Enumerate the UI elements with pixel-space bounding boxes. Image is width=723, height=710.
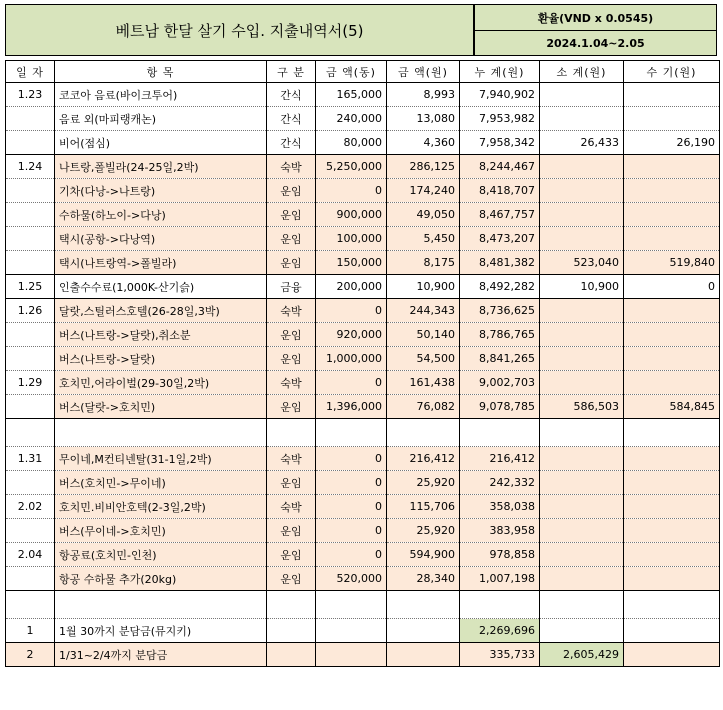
cell-date — [6, 419, 55, 447]
cell-date — [6, 395, 55, 419]
cell-date — [6, 323, 55, 347]
cell-expense: 0 — [624, 275, 720, 299]
cell-category: 운임 — [267, 227, 316, 251]
cell-expense — [624, 447, 720, 471]
exchange-rate: 환율(VND x 0.0545) — [537, 11, 654, 25]
summary-subtotal — [540, 619, 624, 643]
cell-expense — [624, 643, 720, 667]
cell-cumulative: 358,038 — [460, 495, 540, 519]
cell-expense — [624, 495, 720, 519]
cell-item: 호치민.비비안호텍(2-3일,2박) — [55, 495, 267, 519]
summary-label: 1월 30까지 분담금(뮤지키) — [55, 619, 267, 643]
cell-date: 2.02 — [6, 495, 55, 519]
summary-cumulative: 335,733 — [460, 643, 540, 667]
table-row — [6, 227, 720, 251]
cell-category: 숙박 — [267, 447, 316, 471]
cell-subtotal — [540, 447, 624, 471]
cell-category: 운임 — [267, 323, 316, 347]
cell-date — [6, 203, 55, 227]
cell-cumulative: 8,736,625 — [460, 299, 540, 323]
cell-amount-vnd: 520,000 — [316, 567, 387, 591]
cell-amount-krw: 76,082 — [387, 395, 460, 419]
cell-item: 항공 수하물 추가(20kg) — [55, 567, 267, 591]
cell-expense — [624, 203, 720, 227]
cell-cumulative: 9,078,785 — [460, 395, 540, 419]
cell-expense — [624, 419, 720, 447]
cell-category — [267, 619, 316, 643]
cell-cumulative: 8,473,207 — [460, 227, 540, 251]
cell-amount-krw: 115,706 — [387, 495, 460, 519]
cell-cumulative: 8,841,265 — [460, 347, 540, 371]
table-row — [6, 155, 720, 179]
cell-date: 1.26 — [6, 299, 55, 323]
summary-no: 2 — [6, 643, 55, 667]
cell-amount-vnd: 200,000 — [316, 275, 387, 299]
period: 2024.1.04~2.05 — [475, 30, 716, 56]
sheet-title — [5, 4, 474, 56]
cell-expense — [624, 543, 720, 567]
cell-date — [6, 519, 55, 543]
table-row — [6, 495, 720, 519]
cell-date — [6, 131, 55, 155]
table-row — [6, 83, 720, 107]
cell-expense: 584,845 — [624, 395, 720, 419]
cell-cumulative: 216,412 — [460, 447, 540, 471]
cell-amount-vnd: 5,250,000 — [316, 155, 387, 179]
table-row — [6, 543, 720, 567]
cell-category: 간식 — [267, 83, 316, 107]
cell-amount-krw: 5,450 — [387, 227, 460, 251]
cell-category — [267, 643, 316, 667]
cell-expense — [624, 519, 720, 543]
cell-cumulative: 7,958,342 — [460, 131, 540, 155]
cell-amount-vnd: 0 — [316, 519, 387, 543]
cell-expense — [624, 323, 720, 347]
cell-category — [267, 591, 316, 619]
cell-cumulative: 8,492,282 — [460, 275, 540, 299]
table-row — [6, 567, 720, 591]
cell-date — [6, 179, 55, 203]
col-item: 항 목 — [55, 61, 267, 83]
cell-item: 달랏,스틸러스호텔(26-28일,3박) — [55, 299, 267, 323]
cell-amount-krw: 13,080 — [387, 107, 460, 131]
table-row — [6, 447, 720, 471]
cell-item — [55, 419, 267, 447]
cell-subtotal — [540, 371, 624, 395]
cell-date — [6, 227, 55, 251]
col-amount-krw: 금 액(원) — [387, 61, 460, 83]
cell-category: 간식 — [267, 131, 316, 155]
cell-date: 2.04 — [6, 543, 55, 567]
cell-category: 운임 — [267, 567, 316, 591]
cell-date — [6, 251, 55, 275]
cell-date: 1.25 — [6, 275, 55, 299]
cell-item: 버스(달랏->호치민) — [55, 395, 267, 419]
cell-cumulative: 7,940,902 — [460, 83, 540, 107]
cell-amount-vnd: 900,000 — [316, 203, 387, 227]
cell-item: 호치민,어라이벌(29-30일,2박) — [55, 371, 267, 395]
table-row — [6, 299, 720, 323]
cell-item: 무이네,M컨티넨탈(31-1일,2박) — [55, 447, 267, 471]
col-expense: 수 기(원) — [624, 61, 720, 83]
cell-amount-krw: 25,920 — [387, 471, 460, 495]
cell-date: 1.24 — [6, 155, 55, 179]
table-row — [6, 107, 720, 131]
cell-date — [6, 347, 55, 371]
cell-subtotal — [540, 495, 624, 519]
cell-subtotal — [540, 107, 624, 131]
cell-amount-vnd: 0 — [316, 495, 387, 519]
cell-category: 운임 — [267, 251, 316, 275]
cell-amount-vnd: 100,000 — [316, 227, 387, 251]
table-row — [6, 179, 720, 203]
cell-category — [267, 419, 316, 447]
cell-item: 인출수수료(1,000K-산기슭) — [55, 275, 267, 299]
cell-category: 운임 — [267, 519, 316, 543]
cell-amount-krw — [387, 419, 460, 447]
cell-subtotal: 26,433 — [540, 131, 624, 155]
cell-subtotal: 10,900 — [540, 275, 624, 299]
cell-expense — [624, 347, 720, 371]
summary-row — [6, 643, 720, 667]
cell-amount-krw: 161,438 — [387, 371, 460, 395]
cell-amount-krw: 174,240 — [387, 179, 460, 203]
cell-expense — [624, 107, 720, 131]
cell-amount-vnd — [316, 619, 387, 643]
cell-category: 숙박 — [267, 371, 316, 395]
cell-expense — [624, 179, 720, 203]
cell-amount-krw: 216,412 — [387, 447, 460, 471]
table-row — [6, 471, 720, 495]
summary-subtotal: 2,605,429 — [540, 643, 624, 667]
summary-cumulative: 2,269,696 — [460, 619, 540, 643]
cell-amount-krw: 25,920 — [387, 519, 460, 543]
cell-amount-krw: 4,360 — [387, 131, 460, 155]
cell-cumulative — [460, 419, 540, 447]
cell-item: 기차(다낭->나트랑) — [55, 179, 267, 203]
cell-amount-krw: 50,140 — [387, 323, 460, 347]
table-row — [6, 131, 720, 155]
cell-amount-vnd: 150,000 — [316, 251, 387, 275]
sheet-title-text: 베트남 한달 살기 수입. 지출내역서(5) — [115, 21, 364, 40]
cell-category: 숙박 — [267, 299, 316, 323]
table-row — [6, 519, 720, 543]
cell-amount-vnd — [316, 643, 387, 667]
blank-row — [6, 419, 720, 447]
cell-amount-krw — [387, 643, 460, 667]
table-row — [6, 371, 720, 395]
cell-amount-vnd: 0 — [316, 371, 387, 395]
cell-item: 음료 외(마피랭캐논) — [55, 107, 267, 131]
cell-item: 버스(나트랑->달랏),취소분 — [55, 323, 267, 347]
cell-amount-krw: 8,175 — [387, 251, 460, 275]
cell-cumulative: 242,332 — [460, 471, 540, 495]
cell-amount-krw: 28,340 — [387, 567, 460, 591]
col-subtotal: 소 계(원) — [540, 61, 624, 83]
cell-expense — [624, 471, 720, 495]
cell-cumulative: 7,953,982 — [460, 107, 540, 131]
cell-amount-vnd: 1,396,000 — [316, 395, 387, 419]
cell-amount-krw: 8,993 — [387, 83, 460, 107]
summary-no: 1 — [6, 619, 55, 643]
cell-expense — [624, 619, 720, 643]
cell-item: 버스(호치민->무이네) — [55, 471, 267, 495]
cell-subtotal — [540, 419, 624, 447]
cell-amount-krw: 49,050 — [387, 203, 460, 227]
cell-amount-krw: 286,125 — [387, 155, 460, 179]
cell-amount-vnd: 0 — [316, 447, 387, 471]
cell-item: 버스(무이네->호치민) — [55, 519, 267, 543]
cell-amount-krw: 594,900 — [387, 543, 460, 567]
cell-item: 비어(점심) — [55, 131, 267, 155]
cell-category: 간식 — [267, 107, 316, 131]
table-row — [6, 251, 720, 275]
cell-expense — [624, 591, 720, 619]
cell-subtotal: 523,040 — [540, 251, 624, 275]
cell-amount-vnd: 920,000 — [316, 323, 387, 347]
summary-row — [6, 619, 720, 643]
cell-item: 택시(나트랑역->폴빌라) — [55, 251, 267, 275]
cell-cumulative: 8,786,765 — [460, 323, 540, 347]
cell-date — [6, 567, 55, 591]
cell-cumulative: 9,002,703 — [460, 371, 540, 395]
table-row — [6, 395, 720, 419]
cell-expense: 26,190 — [624, 131, 720, 155]
table-row — [6, 323, 720, 347]
cell-subtotal — [540, 543, 624, 567]
expense-table — [5, 60, 720, 667]
header-info — [474, 4, 717, 56]
cell-subtotal — [540, 83, 624, 107]
cell-subtotal — [540, 567, 624, 591]
cell-expense — [624, 567, 720, 591]
cell-amount-vnd: 80,000 — [316, 131, 387, 155]
cell-item: 나트랑,폴빌라(24-25일,2박) — [55, 155, 267, 179]
cell-amount-vnd — [316, 419, 387, 447]
col-date: 일 자 — [6, 61, 55, 83]
cell-category: 운임 — [267, 471, 316, 495]
cell-subtotal — [540, 155, 624, 179]
cell-cumulative: 978,858 — [460, 543, 540, 567]
cell-item: 택시(공항->다낭역) — [55, 227, 267, 251]
cell-amount-krw: 10,900 — [387, 275, 460, 299]
cell-amount-vnd: 165,000 — [316, 83, 387, 107]
cell-amount-vnd: 0 — [316, 299, 387, 323]
col-cumulative: 누 계(원) — [460, 61, 540, 83]
cell-amount-vnd: 1,000,000 — [316, 347, 387, 371]
blank-row — [6, 591, 720, 619]
cell-amount-vnd — [316, 591, 387, 619]
column-header-row — [6, 61, 720, 83]
cell-item: 코코아 음료(바이크투어) — [55, 83, 267, 107]
cell-cumulative: 1,007,198 — [460, 567, 540, 591]
cell-category: 금융 — [267, 275, 316, 299]
cell-date — [6, 591, 55, 619]
cell-date — [6, 471, 55, 495]
cell-expense — [624, 227, 720, 251]
cell-subtotal — [540, 227, 624, 251]
cell-category: 운임 — [267, 179, 316, 203]
cell-expense — [624, 155, 720, 179]
cell-category: 운임 — [267, 203, 316, 227]
cell-subtotal — [540, 471, 624, 495]
cell-subtotal — [540, 519, 624, 543]
col-amount-vnd: 금 액(동) — [316, 61, 387, 83]
cell-cumulative: 8,467,757 — [460, 203, 540, 227]
table-row — [6, 203, 720, 227]
cell-subtotal: 586,503 — [540, 395, 624, 419]
cell-category: 숙박 — [267, 495, 316, 519]
cell-cumulative — [460, 591, 540, 619]
cell-date: 1.29 — [6, 371, 55, 395]
cell-expense — [624, 299, 720, 323]
cell-category: 숙박 — [267, 155, 316, 179]
cell-amount-vnd: 0 — [316, 471, 387, 495]
cell-subtotal — [540, 323, 624, 347]
cell-category: 운임 — [267, 543, 316, 567]
summary-label: 1/31~2/4까지 분담금 — [55, 643, 267, 667]
cell-date: 1.23 — [6, 83, 55, 107]
cell-subtotal — [540, 591, 624, 619]
cell-subtotal — [540, 203, 624, 227]
cell-category: 운임 — [267, 395, 316, 419]
cell-item: 수하물(하노이->다낭) — [55, 203, 267, 227]
cell-amount-krw: 244,343 — [387, 299, 460, 323]
cell-amount-vnd: 0 — [316, 179, 387, 203]
cell-amount-vnd: 240,000 — [316, 107, 387, 131]
cell-subtotal — [540, 347, 624, 371]
cell-subtotal — [540, 299, 624, 323]
col-category: 구 분 — [267, 61, 316, 83]
cell-expense — [624, 371, 720, 395]
table-row — [6, 275, 720, 299]
cell-cumulative: 8,244,467 — [460, 155, 540, 179]
cell-item: 버스(나트랑->달랏) — [55, 347, 267, 371]
cell-amount-vnd: 0 — [316, 543, 387, 567]
cell-date — [6, 107, 55, 131]
table-row — [6, 347, 720, 371]
cell-item — [55, 591, 267, 619]
cell-cumulative: 383,958 — [460, 519, 540, 543]
cell-subtotal — [540, 179, 624, 203]
cell-cumulative: 8,418,707 — [460, 179, 540, 203]
cell-date: 1.31 — [6, 447, 55, 471]
cell-expense — [624, 83, 720, 107]
cell-expense: 519,840 — [624, 251, 720, 275]
cell-item: 항공료(호치민-인천) — [55, 543, 267, 567]
cell-amount-krw — [387, 591, 460, 619]
cell-category: 운임 — [267, 347, 316, 371]
cell-amount-krw: 54,500 — [387, 347, 460, 371]
cell-amount-krw — [387, 619, 460, 643]
cell-cumulative: 8,481,382 — [460, 251, 540, 275]
